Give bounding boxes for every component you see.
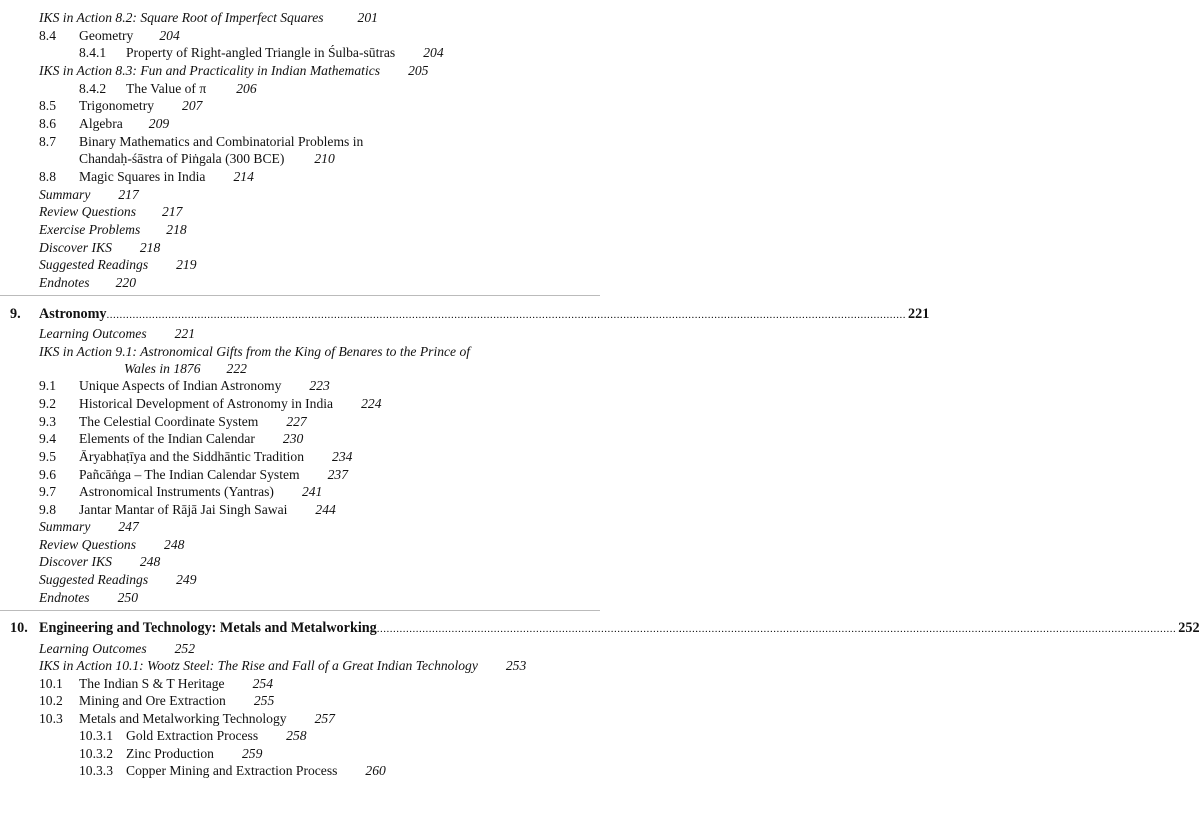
toc-entry[interactable] <box>39 395 381 412</box>
dot-leader: ...................................................................................................................................................................................................................................................... <box>106 309 907 321</box>
entry-page: 227 <box>286 414 307 429</box>
entry-title: Zinc Production <box>126 746 214 761</box>
toc-entry[interactable] <box>39 62 428 79</box>
entry-title: Endnotes <box>39 590 90 605</box>
toc-entry[interactable] <box>39 710 335 727</box>
entry-page: 223 <box>309 378 330 393</box>
entry-page: 241 <box>301 484 323 499</box>
toc-entry[interactable] <box>39 377 330 394</box>
toc-entry[interactable] <box>39 97 202 114</box>
entry-title: Pañcāṅga – The Indian Calendar System <box>79 467 300 482</box>
entry-number: 9.3 <box>39 414 56 429</box>
entry-page: 260 <box>365 763 386 778</box>
entry-title: Endnotes <box>39 275 90 290</box>
toc-entry[interactable] <box>39 553 160 570</box>
chapter-number: 9. <box>10 306 21 322</box>
entry-page: 217 <box>162 204 183 219</box>
entry-number: 9.6 <box>39 467 56 482</box>
toc-entry[interactable] <box>124 360 247 377</box>
toc-entry[interactable] <box>39 274 136 291</box>
entry-number: 9.4 <box>39 431 56 446</box>
toc-entry[interactable] <box>39 675 273 692</box>
entry-title: Discover IKS <box>39 240 112 255</box>
entry-title: Elements of the Indian Calendar <box>79 431 255 446</box>
toc-entry[interactable] <box>79 44 444 61</box>
entry-title: Review Questions <box>39 204 137 219</box>
entry-number: 8.4.1 <box>79 45 107 60</box>
entry-title: Mining and Ore Extraction <box>79 693 226 708</box>
entry-page: 234 <box>332 449 353 464</box>
entry-title: Property of Right-angled Triangle in Śulba-sūtras <box>126 45 396 60</box>
entry-page: 224 <box>361 396 382 411</box>
entry-number: 10.2 <box>39 693 63 708</box>
toc-entry[interactable] <box>39 692 274 709</box>
chapter-title: Engineering and Technology: Metals and Metalworking <box>39 620 377 636</box>
entry-number: 10.3 <box>39 711 63 726</box>
entry-page: 257 <box>314 711 335 726</box>
toc-entry[interactable] <box>39 239 160 256</box>
entry-page: 259 <box>241 746 263 761</box>
entry-page: 209 <box>148 116 170 131</box>
entry-page: 210 <box>314 151 335 166</box>
entry-page: 217 <box>118 187 139 202</box>
entry-title: Algebra <box>79 116 123 131</box>
entry-title: IKS in Action 8.2: Square Root of Imperfect Squares <box>39 10 324 25</box>
toc-entry[interactable] <box>39 483 322 500</box>
entry-title: Historical Development of Astronomy in India <box>79 396 334 411</box>
entry-number: 8.6 <box>39 116 56 131</box>
entry-page: 252 <box>174 641 195 656</box>
entry-page: 230 <box>282 431 304 446</box>
entry-title: The Value of π <box>126 81 207 96</box>
toc-entry[interactable] <box>39 536 184 553</box>
chapter-number: 10. <box>10 620 28 636</box>
entry-page: 219 <box>176 257 197 272</box>
entry-title: IKS in Action 9.1: Astronomical Gifts from the King of Benares to the Prince of <box>39 344 471 359</box>
entry-title: Wales in 1876 <box>124 361 201 376</box>
entry-number: 9.7 <box>39 484 56 499</box>
dot-leader: ...................................................................................................................................................................................................................................................... <box>376 623 1177 635</box>
entry-page: 249 <box>176 572 197 587</box>
toc-entry[interactable] <box>79 762 386 779</box>
entry-title: Exercise Problems <box>39 222 141 237</box>
entry-page: 201 <box>357 10 378 25</box>
entry-title: The Celestial Coordinate System <box>79 414 259 429</box>
chapter-heading[interactable] <box>39 305 930 324</box>
toc-entry[interactable] <box>39 501 336 518</box>
entry-title: Discover IKS <box>39 554 112 569</box>
entry-title: Learning Outcomes <box>39 326 147 341</box>
entry-page: 254 <box>252 676 273 691</box>
toc-entry[interactable] <box>39 466 348 483</box>
entry-page: 214 <box>233 169 254 184</box>
entry-number: 9.5 <box>39 449 56 464</box>
entry-number: 9.2 <box>39 396 56 411</box>
entry-title: Suggested Readings <box>39 257 149 272</box>
entry-number: 8.5 <box>39 98 56 113</box>
entry-title: Metals and Metalworking Technology <box>79 711 287 726</box>
entry-page: 248 <box>139 554 161 569</box>
toc-entry[interactable] <box>39 571 197 588</box>
entry-page: 218 <box>166 222 187 237</box>
entry-title: Binary Mathematics and Combinatorial Problems in <box>79 134 364 149</box>
toc-entry[interactable] <box>39 115 169 132</box>
toc-entry[interactable] <box>39 430 303 447</box>
toc-entry[interactable] <box>39 657 526 674</box>
toc-entry[interactable] <box>39 186 139 203</box>
entry-number: 10.1 <box>39 676 63 691</box>
entry-title: The Indian S & T Heritage <box>79 676 225 691</box>
entry-title: Geometry <box>79 28 134 43</box>
entry-number: 8.8 <box>39 169 56 184</box>
entry-title: Jantar Mantar of Rājā Jai Singh Sawai <box>79 502 288 517</box>
entry-title: Summary <box>39 519 91 534</box>
entry-title: Āryabhaṭīya and the Siddhāntic Tradition <box>79 449 305 464</box>
entry-number: 10.3.2 <box>79 746 113 761</box>
entry-title: Magic Squares in India <box>79 169 206 184</box>
entry-title: Trigonometry <box>79 98 155 113</box>
toc-entry[interactable] <box>39 221 187 238</box>
toc-entry[interactable] <box>39 589 138 606</box>
entry-title: Suggested Readings <box>39 572 149 587</box>
entry-page: 247 <box>118 519 139 534</box>
toc-entry[interactable] <box>39 203 182 220</box>
toc-entry[interactable] <box>39 448 352 465</box>
entry-page: 204 <box>423 45 444 60</box>
chapter-title: Astronomy <box>39 306 107 322</box>
entry-page: 250 <box>117 590 138 605</box>
section-divider <box>0 610 600 611</box>
entry-title: Unique Aspects of Indian Astronomy <box>79 378 282 393</box>
entry-page: 207 <box>182 98 203 113</box>
toc-entry[interactable] <box>39 133 363 150</box>
entry-title: Astronomical Instruments (Yantras) <box>79 484 274 499</box>
entry-number: 8.4.2 <box>79 81 107 96</box>
toc-entry[interactable] <box>39 343 470 360</box>
entry-number: 8.4 <box>39 28 56 43</box>
toc-entry[interactable] <box>39 27 180 44</box>
entry-page: 206 <box>236 81 257 96</box>
chapter-page: 252 <box>1178 620 1200 636</box>
entry-number: 9.8 <box>39 502 56 517</box>
toc-entry[interactable] <box>79 745 262 762</box>
toc-entry[interactable] <box>39 9 378 26</box>
toc-entry[interactable] <box>39 413 307 430</box>
entry-page: 205 <box>408 63 429 78</box>
entry-page: 220 <box>115 275 136 290</box>
entry-number: 8.7 <box>39 134 56 149</box>
section-divider <box>0 295 600 296</box>
entry-page: 218 <box>139 240 161 255</box>
toc-entry[interactable] <box>79 727 307 744</box>
toc-entry[interactable] <box>39 168 254 185</box>
toc-entry[interactable] <box>79 150 335 167</box>
entry-page: 248 <box>164 537 185 552</box>
toc-entry[interactable] <box>39 256 197 273</box>
entry-page: 222 <box>226 361 247 376</box>
entry-page: 255 <box>253 693 275 708</box>
toc-entry[interactable] <box>39 325 195 342</box>
toc-entry[interactable] <box>79 80 257 97</box>
entry-title: Chandaḥ-śāstra of Piṅgala (300 BCE) <box>79 151 285 166</box>
entry-page: 253 <box>505 658 527 673</box>
chapter-heading[interactable] <box>39 619 1200 638</box>
entry-title: Learning Outcomes <box>39 641 147 656</box>
entry-title: Review Questions <box>39 537 137 552</box>
entry-title: IKS in Action 10.1: Wootz Steel: The Rise and Fall of a Great Indian Technology <box>39 658 478 673</box>
entry-page: 258 <box>286 728 307 743</box>
entry-number: 10.3.3 <box>79 763 113 778</box>
entry-title: IKS in Action 8.3: Fun and Practicality in Indian Mathematics <box>39 63 381 78</box>
entry-page: 221 <box>174 326 195 341</box>
toc-entry[interactable] <box>39 518 139 535</box>
entry-page: 204 <box>159 28 180 43</box>
entry-page: 237 <box>327 467 348 482</box>
entry-page: 244 <box>315 502 336 517</box>
chapter-page: 221 <box>908 306 930 322</box>
entry-number: 10.3.1 <box>79 728 113 743</box>
entry-title: Copper Mining and Extraction Process <box>126 763 338 778</box>
entry-title: Gold Extraction Process <box>126 728 259 743</box>
entry-title: Summary <box>39 187 91 202</box>
toc-entry[interactable] <box>39 640 195 657</box>
entry-number: 9.1 <box>39 378 56 393</box>
